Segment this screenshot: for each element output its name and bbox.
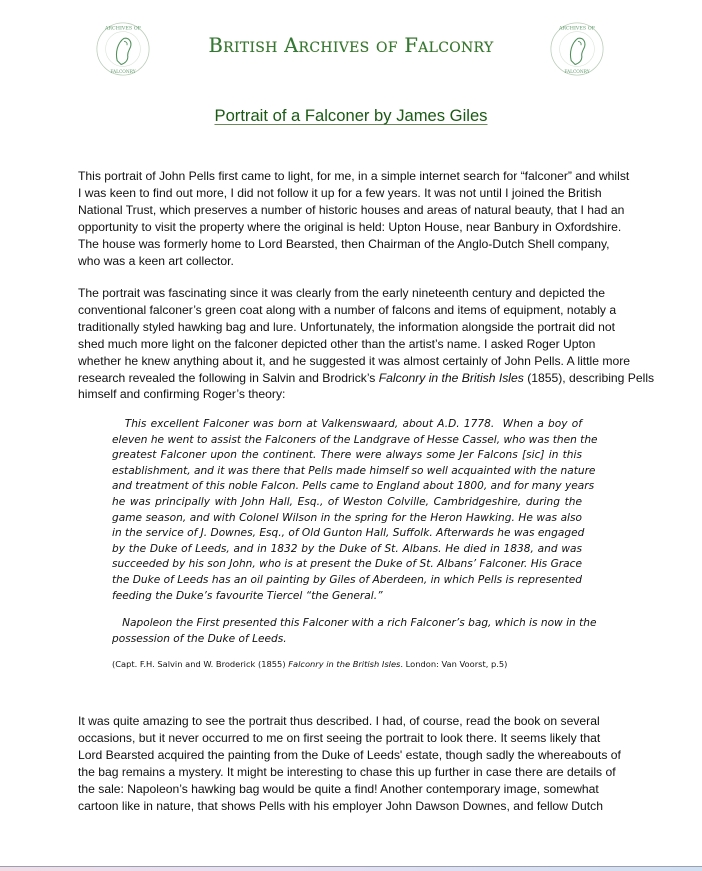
- svg-text:FALCONRY: FALCONRY: [110, 70, 136, 76]
- text-line: whether he knew anything about it, and he suggested it was almost certainly of John Pells. A little more: [78, 353, 631, 368]
- text-line: the bag remains a mystery. It might be interesting to chase this up further in case there are details of: [78, 764, 616, 779]
- quote-line: possession of the Duke of Leeds.: [112, 632, 287, 645]
- quote-line: greatest Falconer upon the continent. There were always some Jer Falcons [sic] in this: [112, 449, 582, 462]
- quote-line: establishment, and it was there that Pells made himself so well acquainted with the nature: [112, 464, 596, 477]
- falcon-crest-logo-icon: [548, 20, 606, 78]
- text-line: conventional falconer’s green coat along with a number of falcons and items of equipment, notably a: [78, 302, 617, 317]
- quote-line: succeeded by his son John, who is at present the Duke of St. Albans’ Falconer. His Grace: [112, 558, 582, 571]
- quote-line: the Duke of Leeds has an oil painting by Giles of Aberdeen, in which Pells is represented: [112, 573, 582, 586]
- text-line: cartoon like in nature, that shows Pells with his employer John Dawson Downes, and fellow Dutch: [78, 798, 604, 813]
- text-line: who was a keen art collector.: [78, 253, 234, 268]
- intro-paragraph: [78, 168, 690, 269]
- quote-line: game season, and with Colonel Wilson in the spring for the Heron Hawking. He was also: [112, 511, 582, 524]
- svg-text:ARCHIVES OF: ARCHIVES OF: [104, 26, 142, 32]
- citation: [112, 659, 507, 669]
- quote-line: This excellent Falconer was born at Valkenswaard, about A.D. 1778. When a boy of: [112, 418, 582, 430]
- svg-text:ARCHIVES OF: ARCHIVES OF: [558, 26, 596, 32]
- text-line: Lord Bearsted acquired the painting from the Duke of Leeds' estate, though sadly the whereabouts of: [78, 747, 621, 762]
- conclusion-paragraph: [78, 713, 690, 814]
- text-line: National Trust, which preserves a number of historic houses and areas of natural beauty, that I had an: [78, 202, 625, 217]
- text-line: [78, 370, 690, 387]
- block-quote: [112, 417, 598, 604]
- svg-text:FALCONRY: FALCONRY: [564, 70, 590, 76]
- text-fragment: research revealed the following in Salvin and Brodrick’s: [78, 370, 379, 385]
- text-line: himself and confirming Roger’s theory:: [78, 387, 286, 402]
- portrait-paragraph: [78, 285, 690, 403]
- text-line: traditionally styled hawking bag and lure. Unfortunately, the information alongside the portrait did not: [78, 319, 615, 334]
- citation-post: . London: Van Voorst, p.5): [400, 659, 508, 669]
- quote-line: eleven he went to assist the Falconers of the Landgrave of Hesse Cassel, who was then the: [112, 433, 598, 446]
- quote-line: Napoleon the First presented this Falconer with a rich Falconer’s bag, which is now in the: [112, 617, 597, 629]
- text-line: This portrait of John Pells first came to light, for me, in a simple internet search for “falconer” and whilst: [78, 169, 630, 183]
- text-fragment: (1855), describing Pells: [523, 370, 655, 385]
- text-line: The house was formerly home to Lord Bearsted, then Chairman of the Anglo-Dutch Shell company,: [78, 236, 610, 251]
- text-line: the sale: Napoleon’s hawking bag would be quite a find! Another contemporary image, somewhat: [78, 781, 599, 796]
- window-bottom-edge: [0, 866, 702, 871]
- citation-pre: (Capt. F.H. Salvin and W. Broderick (1855): [112, 659, 289, 669]
- site-header: [0, 14, 702, 80]
- quote-line: in the service of J. Downes, Esq., of Old Gunton Hall, Suffolk. Afterwards he was engaged: [112, 527, 585, 540]
- text-line: I was keen to find out more, I did not follow it up for a few years. It was not until I joined the British: [78, 185, 602, 200]
- quote-line: feeding the Duke’s favourite Tiercel “the General.”: [112, 589, 383, 602]
- quote-line: he was principally with John Hall, Esq., of Weston Colville, Cambridgeshire, during the: [112, 495, 582, 508]
- text-line: It was quite amazing to see the portrait thus described. I had, of course, read the book on several: [78, 714, 600, 728]
- quote-line: and treatment of this noble Falcon. Pells came to England about 1800, and for many years: [112, 480, 595, 493]
- citation-book-title: Falconry in the British Isles: [288, 659, 401, 669]
- page-title-text: Portrait of a Falconer by James Giles: [214, 106, 488, 125]
- quote-line: by the Duke of Leeds, and in 1832 by the Duke of St. Albans. He died in 1838, and was: [112, 542, 582, 555]
- text-line: shed much more light on the falconer depicted other than the artist’s name. I asked Roger Upton: [78, 336, 596, 351]
- block-quote-napoleon: [112, 616, 597, 647]
- text-line: occasions, but it never occurred to me on first seeing the portrait to look there. It seems likely that: [78, 730, 601, 745]
- page-title: [0, 106, 702, 126]
- site-title: British Archives of Falconry: [208, 34, 494, 57]
- book-title: Falconry in the British Isles: [378, 370, 524, 385]
- text-line: opportunity to visit the property where the original is held: Upton House, near Banbury in Oxfordshire.: [78, 219, 622, 234]
- text-line: The portrait was fascinating since it was clearly from the early nineteenth century and depicted the: [78, 286, 606, 300]
